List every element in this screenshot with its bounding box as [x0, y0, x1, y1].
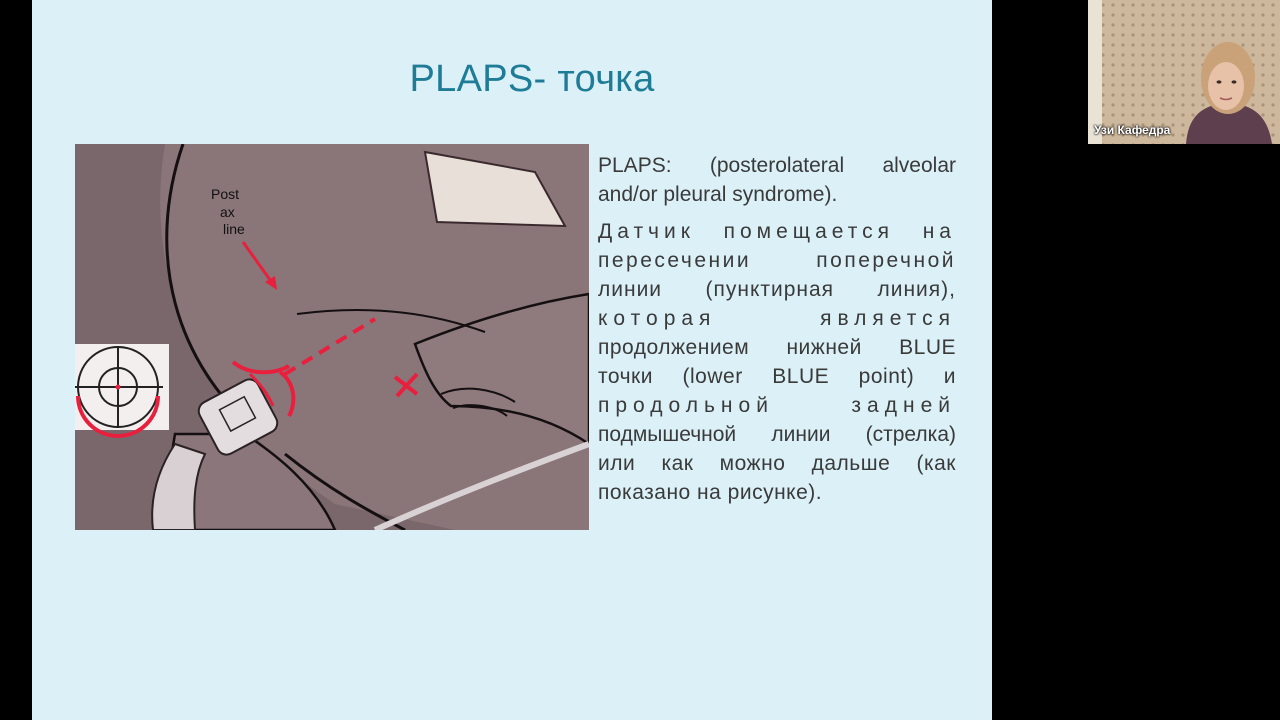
description-line: пересечении поперечной — [598, 249, 956, 272]
plaps-description — [598, 217, 956, 507]
target-inset — [75, 344, 169, 436]
presentation-slide — [32, 0, 992, 720]
participant-name-label: Узи Кафедра — [1094, 123, 1171, 137]
participant-face — [1208, 62, 1244, 110]
description-line: продолжением нижней BLUE — [598, 336, 956, 359]
description-line: которая является — [598, 307, 956, 330]
participant-video-tile[interactable] — [1088, 0, 1280, 144]
plaps-definition: PLAPS: (posterolateral alveolar and/or pleural syndrome). — [598, 154, 956, 206]
plaps-illustration — [75, 144, 589, 530]
annotation-line: line — [223, 221, 245, 237]
description-line: точки (lower BLUE point) и — [598, 365, 956, 388]
description-line: показано на рисунке). — [598, 481, 823, 504]
slide-title: PLAPS- точка — [409, 58, 655, 100]
slide-body-text — [598, 151, 956, 507]
annotation-post: Post — [211, 186, 240, 202]
annotation-ax: ax — [220, 204, 235, 220]
description-line: линии (пунктирная линия), — [598, 278, 956, 301]
description-line: или как можно дальше (как — [598, 452, 956, 475]
description-line: Датчик помещается на — [598, 220, 956, 243]
description-line: продольной задней — [598, 394, 956, 417]
description-line: подмышечной линии (стрелка) — [598, 423, 956, 446]
